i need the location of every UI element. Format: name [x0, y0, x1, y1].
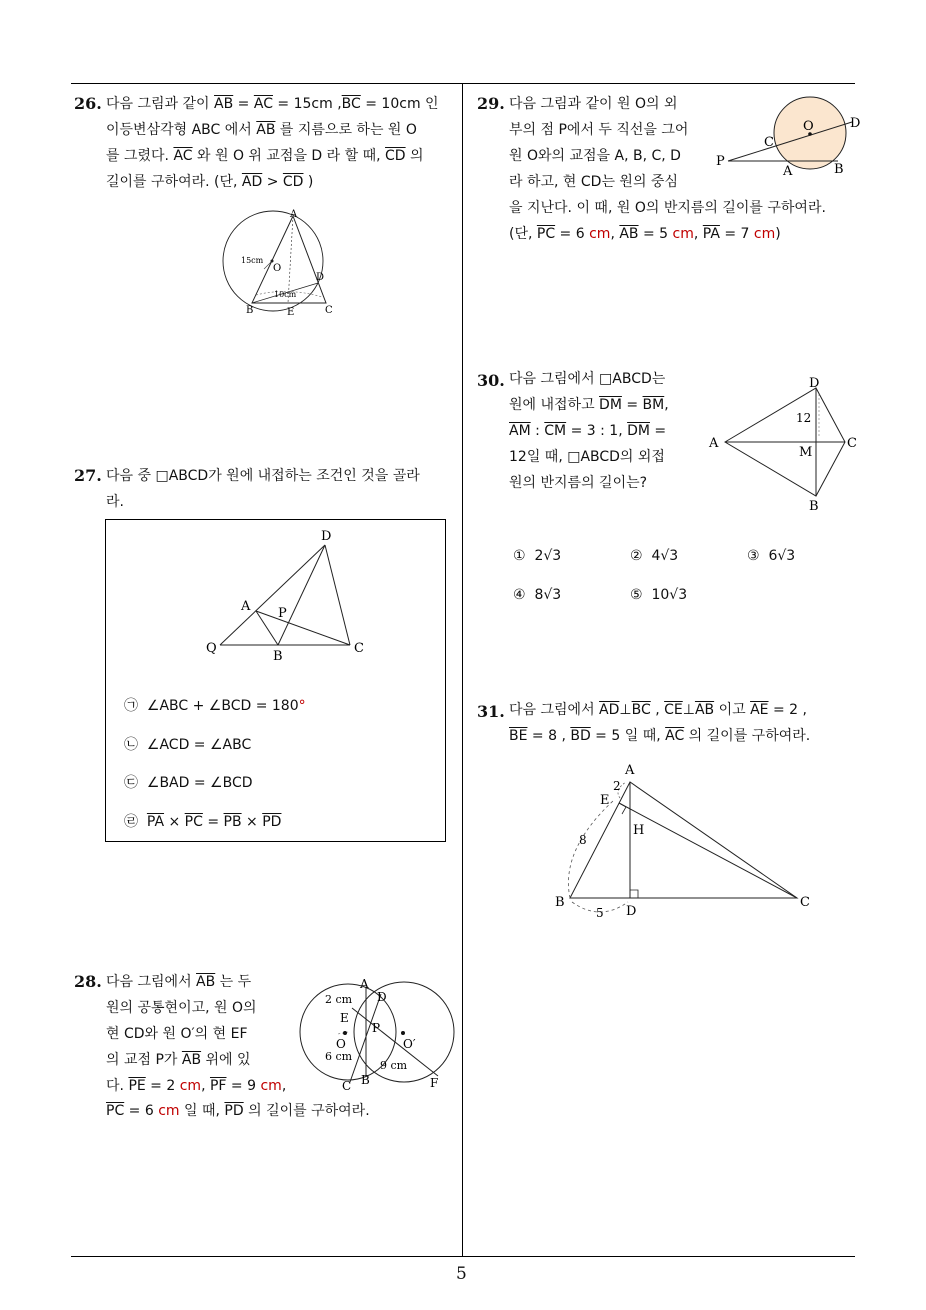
q30-choice-1[interactable]: ① 2√3 — [513, 548, 562, 564]
q26-label-A: A — [290, 209, 298, 220]
q29-text: 다음 그림과 같이 원 O의 외 부의 점 P에서 두 직선을 그어 원 O와의 교점을 A, B, C, D 라 하고, 현 CD는 원의 중심 을 지난다. 이 때, 원 O의 반지름의 길이를 구하여라. (단, $\overline{PC} = 6$ cm, $\overline{AB} = 5$ cm, $\overline{PA} = 7$ cm) — [509, 96, 826, 242]
q29-number: 29. — [477, 94, 505, 113]
q30-figure — [705, 372, 865, 517]
q30-label-C: C — [847, 436, 857, 451]
q26-label-E: E — [287, 307, 295, 318]
q27-number: 27. — [74, 466, 102, 485]
q26-text: 다음 그림과 같이 $\overline{AB} = \overline{AC} = 15cm$ $,\overline{BC} = 10cm$ 인 이등변삼각형 ABC 에서 $\overline{AB}$ 를 지름으로 하는 원 O 를 그렸다. $\overline{AC}$ 와 원 O 위 교점을 D 라 할 때, $\overline{CD}$ 의 길이를 구하여라. (단, $\overline{AD} > \overline{CD}$ ) — [106, 96, 439, 190]
q27-label-P: P — [278, 606, 287, 621]
q27-figure — [200, 525, 380, 660]
q27-label-B: B — [273, 649, 283, 660]
q28-number: 28. — [74, 972, 102, 991]
q29-figure — [712, 95, 872, 183]
q30-label-A: A — [709, 436, 719, 451]
q29-label-B: B — [834, 162, 844, 177]
q27-label-C: C — [354, 641, 364, 656]
column-divider — [462, 83, 463, 1257]
q30-label-M: M — [799, 445, 813, 460]
q31-label-B: B — [555, 895, 565, 910]
q29-label-P: P — [716, 154, 725, 169]
q31-text: 다음 그림에서 $\overline{AD}\perp\overline{BC}$ , $\overline{CE}\perp\overline{AB}$ 이고 $\overline{AE} = 2$ , $\overline{BE} = 8$ , $\overline{BD} = 5$ 일 때, $\overline{AC}$ 의 길이를 구하여라. — [509, 702, 811, 744]
q28-label-E: E — [340, 1011, 349, 1025]
q28-label-2cm: 2 cm — [325, 993, 353, 1006]
q26-label-C: C — [325, 305, 333, 316]
q31-number: 31. — [477, 702, 505, 721]
page-number: 5 — [456, 1264, 467, 1284]
q28-label-9cm: 9 cm — [380, 1059, 408, 1072]
q30-label-B: B — [809, 499, 819, 514]
q28-label-P: P — [372, 1021, 381, 1035]
q29-label-O: O — [803, 119, 814, 134]
q27-choice-1: ㉠ ∠ABC + ∠BCD = 180° — [124, 698, 306, 714]
q31-label-D: D — [626, 904, 637, 919]
q27-choice-4: ㉣ $\overline{PA} \times \overline{PC} = \overline{PB} \times \overline{PD}$ — [124, 814, 282, 830]
q27-choice-2: ㉡ ∠ACD = ∠ABC — [124, 737, 252, 753]
q30-label-D: D — [809, 376, 820, 391]
q30-choice-2[interactable]: ② 4√3 — [630, 548, 679, 564]
q27-choice-3: ㉢ ∠BAD = ∠BCD — [124, 775, 253, 791]
q28-label-A: A — [360, 977, 369, 991]
q29-label-C: C — [764, 135, 774, 150]
q30-number: 30. — [477, 371, 505, 390]
q28-text-last: $\overline{PC} = 6$ cm 일 때, $\overline{PD}$ 의 길이를 구하여라. — [106, 1103, 370, 1119]
q26-number: 26. — [74, 94, 102, 113]
q28-label-D: D — [377, 990, 387, 1004]
q28-label-O-prime: O′ — [403, 1037, 416, 1051]
q31-label-5: 5 — [596, 906, 604, 920]
q27-text: 다음 중 □ABCD가 원에 내접하는 조건인 것을 골라 라. — [106, 468, 420, 510]
q28-text: 다음 그림에서 $\overline{AB}$ 는 두 원의 공통현이고, 원 O의 현 CD와 원 O′의 현 EF 의 교점 P가 $\overline{AB}$ 위에 있 다. $\overline{PE} = 2$ cm, $\overline{PF} = 9$ cm, — [106, 974, 287, 1094]
q31-figure — [550, 760, 820, 925]
q30-text: 다음 그림에서 □ABCD는 원에 내접하고 $\overline{DM} = \overline{BM}$, $\overline{AM}$ : $\overline{CM} = 3$ : 1, $\overline{DM}$ = 12일 때, □ABCD의 외접 원의 반지름의 길이는? — [509, 371, 669, 491]
q31-label-A: A — [625, 763, 635, 778]
q31-label-H: H — [633, 823, 645, 838]
q30-label-12: 12 — [796, 411, 812, 425]
q27-label-Q: Q — [206, 641, 217, 656]
q28-figure — [298, 972, 460, 1097]
q28-label-C: C — [342, 1079, 352, 1093]
q26-label-15cm: 15cm — [241, 256, 264, 265]
q28-label-O: O — [336, 1037, 346, 1051]
q30-choice-4[interactable]: ④ 8√3 — [513, 587, 562, 603]
q26-label-10cm: 10cm — [274, 290, 297, 299]
q26-label-B: B — [246, 305, 254, 316]
q31-label-2: 2 — [613, 779, 621, 793]
q26-label-D: D — [316, 272, 325, 283]
q30-choice-3[interactable]: ③ 6√3 — [747, 548, 796, 564]
q26-figure — [218, 205, 343, 320]
q28-label-6cm: 6 cm — [325, 1050, 353, 1063]
q26-label-O: O — [273, 263, 282, 274]
q27-label-A: A — [241, 599, 251, 614]
q28-label-B: B — [361, 1073, 370, 1087]
q31-label-C: C — [800, 895, 810, 910]
top-rule — [71, 83, 855, 84]
q30-choice-5[interactable]: ⑤ 10√3 — [630, 587, 688, 603]
bottom-rule — [71, 1256, 855, 1257]
q29-label-A: A — [783, 164, 793, 179]
q28-label-F: F — [430, 1076, 439, 1090]
q29-label-D: D — [850, 116, 861, 131]
q31-label-E: E — [600, 793, 610, 808]
q31-label-8: 8 — [579, 833, 587, 847]
q27-label-D: D — [321, 529, 332, 544]
